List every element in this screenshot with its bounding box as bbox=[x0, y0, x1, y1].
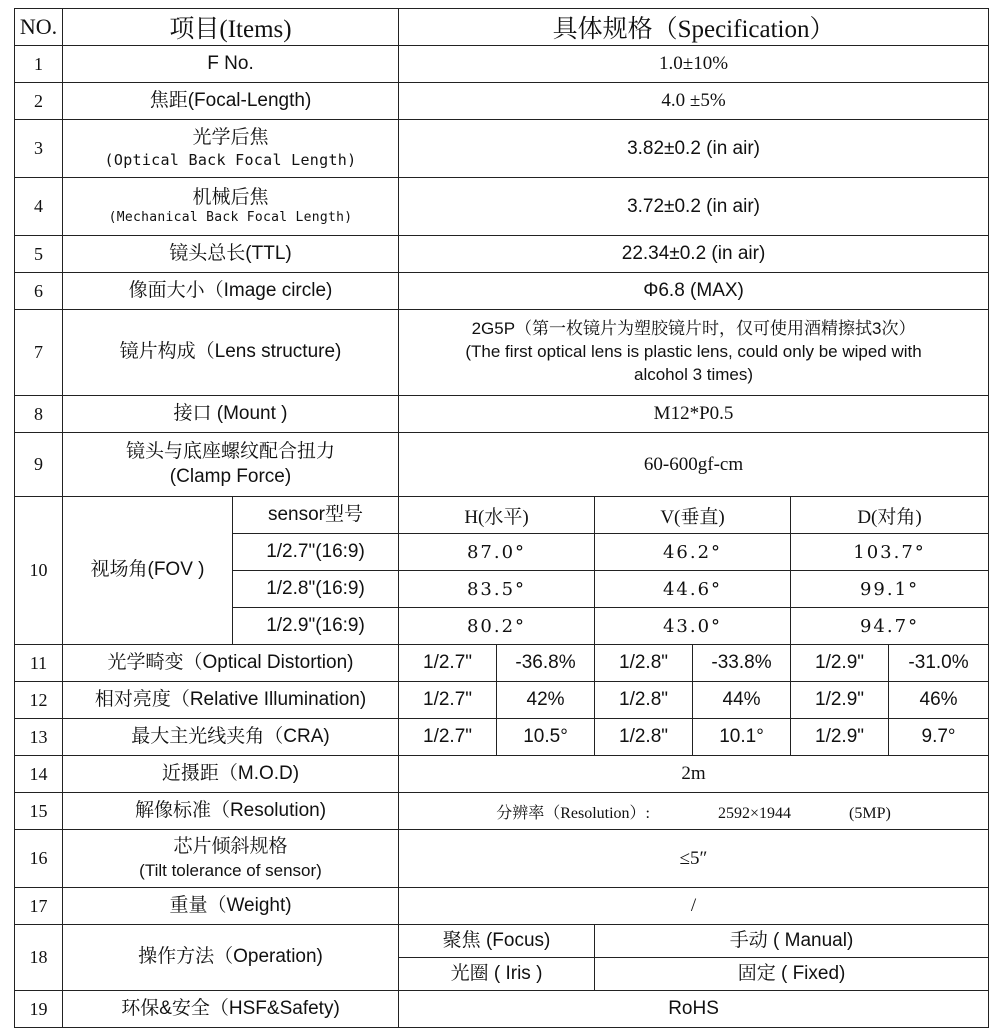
iris-value: 固定 ( Fixed) bbox=[595, 958, 989, 991]
item-label-main: 镜头与底座螺纹配合扭力 bbox=[126, 440, 336, 462]
sensor-size: 1/2.8" bbox=[595, 682, 693, 719]
item-label-sub: (Tilt tolerance of sensor) bbox=[139, 860, 322, 880]
row-number: 14 bbox=[15, 756, 63, 793]
focus-value: 手动 ( Manual) bbox=[595, 925, 989, 958]
fov-col-d: D(对角) bbox=[791, 497, 989, 534]
fov-sensor: 1/2.9"(16:9) bbox=[233, 608, 399, 645]
table-row bbox=[15, 273, 989, 310]
row-number: 1 bbox=[15, 46, 63, 83]
illumination-value: 42% bbox=[497, 682, 595, 719]
row-number: 15 bbox=[15, 793, 63, 830]
cra-value: 10.5° bbox=[497, 719, 595, 756]
spec-value bbox=[399, 793, 989, 830]
item-label bbox=[63, 433, 399, 497]
illumination-value: 46% bbox=[889, 682, 989, 719]
fov-h: 80.2° bbox=[399, 608, 595, 645]
row-number: 18 bbox=[15, 925, 63, 991]
table-row bbox=[15, 645, 989, 682]
cra-value: 9.7° bbox=[889, 719, 989, 756]
item-label-main: 光学后焦 bbox=[192, 127, 269, 149]
spec-value: ≤5″ bbox=[399, 830, 989, 888]
table-row bbox=[15, 310, 989, 396]
fov-h: 87.0° bbox=[399, 534, 595, 571]
cra-value: 10.1° bbox=[693, 719, 791, 756]
spec-line: (The first optical lens is plastic lens, could only be wiped with bbox=[465, 342, 922, 362]
row-number: 2 bbox=[15, 83, 63, 120]
item-label bbox=[63, 830, 399, 888]
sensor-size: 1/2.7" bbox=[399, 645, 497, 682]
item-label: 接口 (Mount ) bbox=[63, 396, 399, 433]
sensor-size: 1/2.9" bbox=[791, 682, 889, 719]
table-row bbox=[15, 830, 989, 888]
sensor-size: 1/2.9" bbox=[791, 719, 889, 756]
item-label: 焦距(Focal-Length) bbox=[63, 83, 399, 120]
item-label: 镜片构成（Lens structure) bbox=[63, 310, 399, 396]
table-row bbox=[15, 178, 989, 236]
row-number: 3 bbox=[15, 120, 63, 178]
table-row bbox=[15, 120, 989, 178]
item-label-main: 机械后焦 bbox=[192, 186, 269, 208]
fov-header-row bbox=[15, 497, 989, 534]
spec-value: / bbox=[399, 888, 989, 925]
spec-value: 4.0 ±5% bbox=[399, 83, 989, 120]
fov-sensor: 1/2.8"(16:9) bbox=[233, 571, 399, 608]
row-number: 16 bbox=[15, 830, 63, 888]
sensor-size: 1/2.8" bbox=[595, 645, 693, 682]
header-items: 项目(Items) bbox=[63, 9, 399, 46]
spec-line: alcohol 3 times) bbox=[634, 364, 754, 384]
item-label: 解像标准（Resolution) bbox=[63, 793, 399, 830]
item-label: 像面大小（Image circle) bbox=[63, 273, 399, 310]
item-label bbox=[63, 120, 399, 178]
sensor-size: 1/2.9" bbox=[791, 645, 889, 682]
resolution-label: 分辨率（Resolution）: bbox=[496, 804, 651, 822]
fov-sensor: 1/2.7"(16:9) bbox=[233, 534, 399, 571]
distortion-value: -33.8% bbox=[693, 645, 791, 682]
row-number: 19 bbox=[15, 991, 63, 1028]
row-number: 8 bbox=[15, 396, 63, 433]
distortion-value: -36.8% bbox=[497, 645, 595, 682]
table-row bbox=[15, 756, 989, 793]
item-label: 近摄距（M.O.D) bbox=[63, 756, 399, 793]
spec-value: 60-600gf-cm bbox=[399, 433, 989, 497]
fov-col-h: H(水平) bbox=[399, 497, 595, 534]
item-label: 镜头总长(TTL) bbox=[63, 236, 399, 273]
spec-table bbox=[14, 8, 989, 1028]
fov-h: 83.5° bbox=[399, 571, 595, 608]
resolution-pixels: 2592×1944 bbox=[718, 804, 792, 822]
spec-line: 2G5P（第一枚镜片为塑胶镜片时，仅可使用酒精擦拭3次） bbox=[471, 319, 916, 339]
table-row bbox=[15, 719, 989, 756]
focus-label: 聚焦 (Focus) bbox=[399, 925, 595, 958]
spec-value: Φ6.8 (MAX) bbox=[399, 273, 989, 310]
sensor-size: 1/2.8" bbox=[595, 719, 693, 756]
fov-col-v: V(垂直) bbox=[595, 497, 791, 534]
fov-v: 46.2° bbox=[595, 534, 791, 571]
item-label: 视场角(FOV ) bbox=[63, 497, 233, 645]
item-label-main: 芯片倾斜规格 bbox=[173, 836, 288, 858]
fov-v: 43.0° bbox=[595, 608, 791, 645]
spec-value: M12*P0.5 bbox=[399, 396, 989, 433]
spec-value: 3.82±0.2 (in air) bbox=[399, 120, 989, 178]
table-row bbox=[15, 991, 989, 1028]
item-label: F No. bbox=[63, 46, 399, 83]
spec-value: RoHS bbox=[399, 991, 989, 1028]
spec-value bbox=[399, 310, 989, 396]
table-row bbox=[15, 793, 989, 830]
fov-col-sensor: sensor型号 bbox=[233, 497, 399, 534]
item-label: 操作方法（Operation) bbox=[63, 925, 399, 991]
fov-d: 103.7° bbox=[791, 534, 989, 571]
table-row bbox=[15, 236, 989, 273]
table-row bbox=[15, 396, 989, 433]
distortion-value: -31.0% bbox=[889, 645, 989, 682]
item-label bbox=[63, 178, 399, 236]
header-no: NO. bbox=[15, 9, 63, 46]
spec-value: 22.34±0.2 (in air) bbox=[399, 236, 989, 273]
row-number: 9 bbox=[15, 433, 63, 497]
table-row bbox=[15, 925, 989, 958]
fov-d: 99.1° bbox=[791, 571, 989, 608]
item-label: 环保&安全（HSF&Safety) bbox=[63, 991, 399, 1028]
table-row bbox=[15, 83, 989, 120]
row-number: 10 bbox=[15, 497, 63, 645]
spec-value: 3.72±0.2 (in air) bbox=[399, 178, 989, 236]
resolution-mp: (5MP) bbox=[849, 804, 891, 822]
sensor-size: 1/2.7" bbox=[399, 719, 497, 756]
row-number: 6 bbox=[15, 273, 63, 310]
table-row bbox=[15, 888, 989, 925]
sensor-size: 1/2.7" bbox=[399, 682, 497, 719]
row-number: 12 bbox=[15, 682, 63, 719]
fov-v: 44.6° bbox=[595, 571, 791, 608]
table-row bbox=[15, 46, 989, 83]
header-row bbox=[15, 9, 989, 46]
spec-value: 1.0±10% bbox=[399, 46, 989, 83]
row-number: 4 bbox=[15, 178, 63, 236]
header-specification: 具体规格（Specification） bbox=[399, 9, 989, 46]
table-row bbox=[15, 433, 989, 497]
item-label: 相对亮度（Relative Illumination) bbox=[63, 682, 399, 719]
item-label: 最大主光线夹角（CRA) bbox=[63, 719, 399, 756]
item-label-sub: (Optical Back Focal Length) bbox=[104, 151, 357, 170]
row-number: 13 bbox=[15, 719, 63, 756]
item-label: 重量（Weight) bbox=[63, 888, 399, 925]
row-number: 11 bbox=[15, 645, 63, 682]
table-row bbox=[15, 682, 989, 719]
iris-label: 光圈 ( Iris ) bbox=[399, 958, 595, 991]
spec-value: 2m bbox=[399, 756, 989, 793]
row-number: 5 bbox=[15, 236, 63, 273]
illumination-value: 44% bbox=[693, 682, 791, 719]
row-number: 17 bbox=[15, 888, 63, 925]
fov-d: 94.7° bbox=[791, 608, 989, 645]
item-label: 光学畸变（Optical Distortion) bbox=[63, 645, 399, 682]
row-number: 7 bbox=[15, 310, 63, 396]
item-label-sub: (Mechanical Back Focal Length) bbox=[108, 210, 353, 226]
item-label-sub: (Clamp Force) bbox=[169, 465, 292, 487]
